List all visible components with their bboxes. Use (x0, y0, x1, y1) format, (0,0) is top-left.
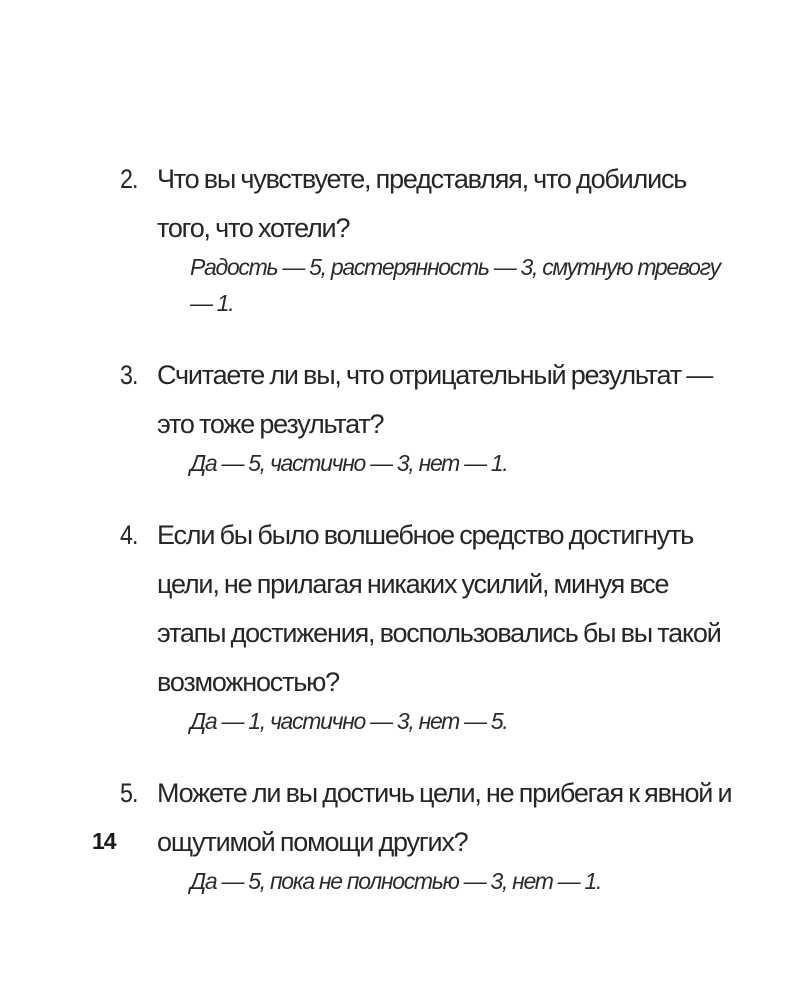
question-number: 3. (120, 360, 138, 390)
answer-scoring: Да — 5, пока не полностью — 3, нет — 1. (190, 868, 602, 894)
question-row (120, 155, 740, 253)
question-item (120, 155, 740, 321)
question-text: Можете ли вы достичь цели, не прибегая к явной и ощутимой помощи других? (157, 778, 732, 857)
question-number: 2. (120, 164, 138, 194)
question-number: 5. (120, 778, 138, 808)
question-item (120, 769, 740, 899)
answer-scoring: Радость — 5, растерянность — 3, смутную тревогу — 1. (190, 254, 720, 316)
question-text: Считаете ли вы, что отрицательный результат — это тоже результат? (157, 360, 713, 439)
question-item (120, 351, 740, 481)
page-number: 14 (92, 828, 116, 854)
answer-scoring: Да — 5, частично — 3, нет — 1. (190, 450, 508, 476)
question-row (120, 511, 740, 707)
question-item (120, 511, 740, 739)
question-text: Что вы чувствуете, представляя, что добились того, что хотели? (157, 164, 687, 243)
answer-scoring: Да — 1, частично — 3, нет — 5. (190, 708, 508, 734)
question-list (120, 155, 740, 929)
question-number: 4. (120, 520, 138, 550)
question-row (120, 769, 740, 867)
question-text: Если бы было волшебное средство достигнуть цели, не прилагая никаких усилий, минуя все этапы достижения, воспользовались бы вы такой возможностью? (157, 520, 721, 697)
question-row (120, 351, 740, 449)
